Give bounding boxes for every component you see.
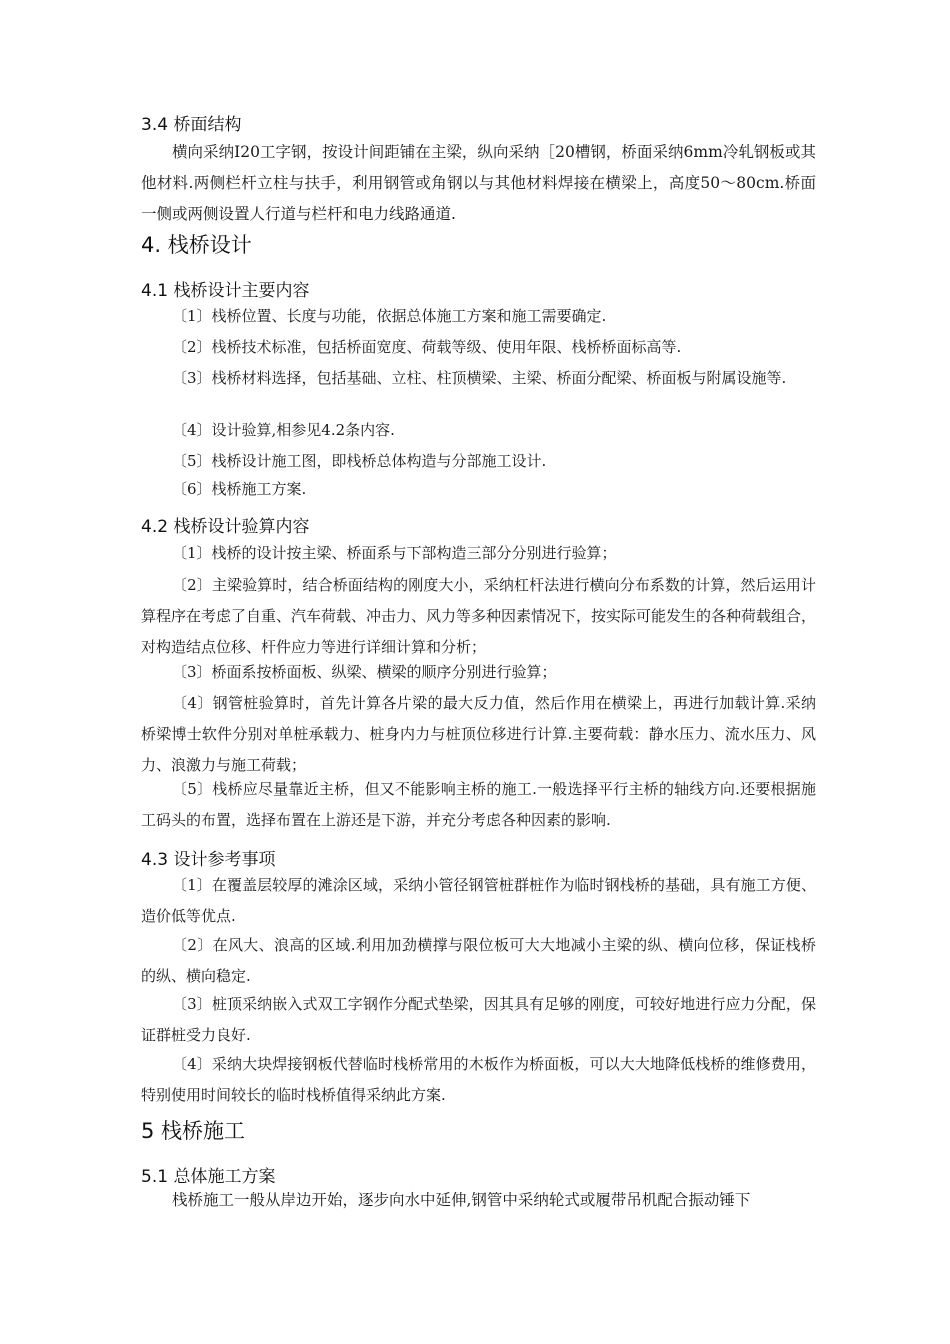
section-4-3-heading: 4.3 设计参考事项: [141, 850, 276, 870]
section-4-1-item-1: 〔1〕栈桥位置、长度与功能，依据总体施工方案和施工需要确定.: [172, 307, 607, 325]
section-4-1-item-5: 〔5〕栈桥设计施工图，即栈桥总体构造与分部施工设计.: [172, 452, 547, 470]
section-4-2-item-3: 〔3〕桥面系按桥面板、纵梁、横梁的顺序分别进行验算；: [172, 663, 557, 681]
section-3-4-heading: 3.4 桥面结构: [141, 115, 242, 135]
section-4-2-item-5: 〔5〕栈桥应尽量靠近主桥，但又不能影响主桥的施工.一般选择平行主桥的轴线方向.还要根据施工码头的布置，选择布置在上游还是下游，并充分考虑各种因素的影响.: [141, 780, 816, 829]
section-5-1-paragraph: 栈桥施工一般从岸边开始，逐步向水中延伸,钢管中采纳轮式或履带吊机配合振动锤下: [172, 1191, 751, 1209]
section-4-1-item-4: 〔4〕设计验算,相参见4.2条内容.: [172, 421, 395, 439]
section-3-4-paragraph: 横向采纳I20工字钢，按设计间距铺在主梁，纵向采纳［20槽钢，桥面采纳6mm冷轧钢板或其他材料.两侧栏杆立柱与扶手，利用钢管或角钢以与其他材料焊接在横梁上，高度50～80cm.桥面一侧或两侧设置人行道与栏杆和电力线路通道.: [141, 143, 816, 223]
section-4-2-item-1: 〔1〕栈桥的设计按主梁、桥面系与下部构造三部分分别进行验算；: [172, 544, 617, 562]
section-4-3-item-1: 〔1〕在覆盖层较厚的滩涂区域，采纳小管径钢管桩群桩作为临时钢栈桥的基础，具有施工方便、造价低等优点.: [141, 876, 816, 925]
section-5-heading: 5 栈桥施工: [141, 1119, 246, 1143]
section-5-1-heading: 5.1 总体施工方案: [141, 1167, 276, 1187]
section-4-1-item-2: 〔2〕栈桥技术标准，包括桥面宽度、荷载等级、使用年限、栈桥桥面标高等.: [172, 338, 682, 356]
section-4-3-item-4: 〔4〕采纳大块焊接钢板代替临时栈桥常用的木板作为桥面板，可以大大地降低栈桥的维修费用，特别使用时间较长的临时栈桥值得采纳此方案.: [141, 1055, 816, 1104]
section-4-1-heading: 4.1 栈桥设计主要内容: [141, 281, 310, 301]
section-4-heading: 4. 栈桥设计: [141, 233, 252, 257]
section-4-3-item-3: 〔3〕桩顶采纳嵌入式双工字钢作分配式垫梁，因其具有足够的刚度，可较好地进行应力分配，保证群桩受力良好.: [141, 995, 816, 1044]
section-4-2-item-2: 〔2〕主梁验算时，结合桥面结构的刚度大小，采纳杠杆法进行横向分布系数的计算，然后运用计算程序在考虑了自重、汽车荷载、冲击力、风力等多种因素情况下，按实际可能发生的各种荷载组合，对构造结点位移、杆件应力等进行详细计算和分析；: [141, 576, 817, 656]
section-4-3-item-2: 〔2〕在风大、浪高的区域.利用加劲横撑与限位板可大大地减小主梁的纵、横向位移，保证栈桥的纵、横向稳定.: [141, 936, 816, 985]
section-4-1-item-3: 〔3〕栈桥材料选择，包括基础、立柱、柱顶横梁、主梁、桥面分配梁、桥面板与附属设施等.: [172, 369, 787, 387]
section-4-2-heading: 4.2 栈桥设计验算内容: [141, 517, 310, 537]
section-4-2-item-4: 〔4〕钢管桩验算时，首先计算各片梁的最大反力值，然后作用在横梁上，再进行加载计算.采纳桥梁博士软件分别对单桩承载力、桩身内力与桩顶位移进行计算.主要荷载：静水压力、流水压力、风力、浪激力与施工荷载；: [141, 694, 816, 774]
section-4-1-item-6: 〔6〕栈桥施工方案.: [172, 480, 307, 498]
